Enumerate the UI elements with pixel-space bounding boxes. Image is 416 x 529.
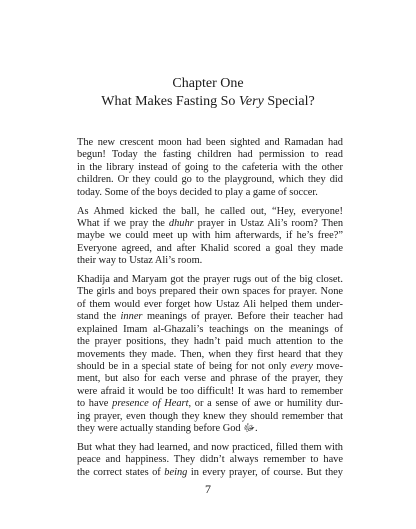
- text-run: move-: [312, 360, 343, 372]
- chapter-number: Chapter One: [172, 76, 244, 91]
- text-line: begun! Today the fasting children had permission to read: [77, 149, 343, 161]
- text-line: [77, 218, 343, 230]
- emphasis: inner: [120, 311, 143, 323]
- chapter-title-emphasis: Very: [238, 94, 264, 109]
- emphasis: every: [290, 360, 313, 372]
- chapter-title-end: Special?: [263, 94, 315, 109]
- text-line: their way to Ustaz Ali’s room.: [77, 255, 203, 267]
- text-line: As Ahmed kicked the ball, he called out, “Hey, everyone!: [77, 205, 343, 217]
- text-line: they were actually standing before God ﷻ.: [77, 422, 258, 434]
- text-line: [77, 361, 343, 373]
- page-number: 7: [205, 482, 211, 496]
- text-run: to have: [77, 398, 113, 410]
- text-line: of them would ever forget how Ustaz Ali helped them under-: [77, 298, 343, 310]
- text-line: [77, 467, 343, 479]
- text-run: should be in a special state of being for not only: [77, 360, 291, 372]
- text-line: The girls and boys prepared their own spaces for prayer. None: [77, 286, 343, 298]
- text-line: [77, 311, 343, 323]
- text-line: explained Imam al-Ghazali’s teachings on the meanings of: [77, 323, 343, 335]
- text-line: ment, but also for each verse and phrase of the prayer, they: [77, 373, 343, 385]
- chapter-title: [0, 93, 416, 110]
- text-line: today. Some of the boys decided to play a game of soccer.: [77, 186, 318, 198]
- text-run: , or a sense of awe or humility dur-: [188, 398, 343, 410]
- chapter-body: [77, 137, 343, 486]
- text-line: maybe we could meet up with him afterwards, if he’s free?”: [77, 230, 343, 242]
- text-line: Khadija and Maryam got the prayer rugs out of the big closet.: [77, 274, 343, 286]
- text-run: in every prayer, of course. But they: [187, 466, 343, 478]
- text-line: [77, 398, 343, 410]
- text-run: the correct states of: [77, 466, 165, 478]
- emphasis: being: [164, 466, 188, 478]
- paragraph-1: [77, 137, 343, 199]
- text-line: the prayer positions, they hadn’t paid much attention to the: [77, 336, 343, 348]
- text-run: prayer in Ustaz Ali’s room? Then: [193, 217, 344, 229]
- text-run: meanings of prayer. Before their teacher had: [142, 311, 343, 323]
- text-run: stand the: [77, 311, 121, 323]
- text-line: were afraid it would be too difficult! It was hard to remember: [77, 385, 343, 397]
- text-line: ing prayer, even though they knew they should remember that: [77, 410, 343, 422]
- text-line: But what they had learned, and now practiced, filled them with: [77, 441, 343, 453]
- text-line: Everyone agreed, and after Khalid scored a goal they made: [77, 242, 343, 254]
- chapter-title-start: What Makes Fasting So: [101, 94, 239, 109]
- text-line: in the library instead of going to the cafeteria with the other: [77, 161, 343, 173]
- text-line: children. Or they could go to the playground, which they did: [77, 174, 343, 186]
- text-run: What if we pray the: [77, 217, 169, 229]
- paragraph-2: [77, 206, 343, 268]
- text-line: The new crescent moon had been sighted and Ramadan had: [77, 137, 343, 148]
- text-line: peace and happiness. They didn’t always remember to have: [77, 454, 343, 466]
- text-line: movements they made. Then, when they first heard that they: [77, 348, 343, 360]
- paragraph-4: [77, 442, 343, 479]
- emphasis: dhuhr: [168, 217, 194, 229]
- paragraph-3: [77, 274, 343, 435]
- emphasis: presence of Heart: [112, 398, 189, 410]
